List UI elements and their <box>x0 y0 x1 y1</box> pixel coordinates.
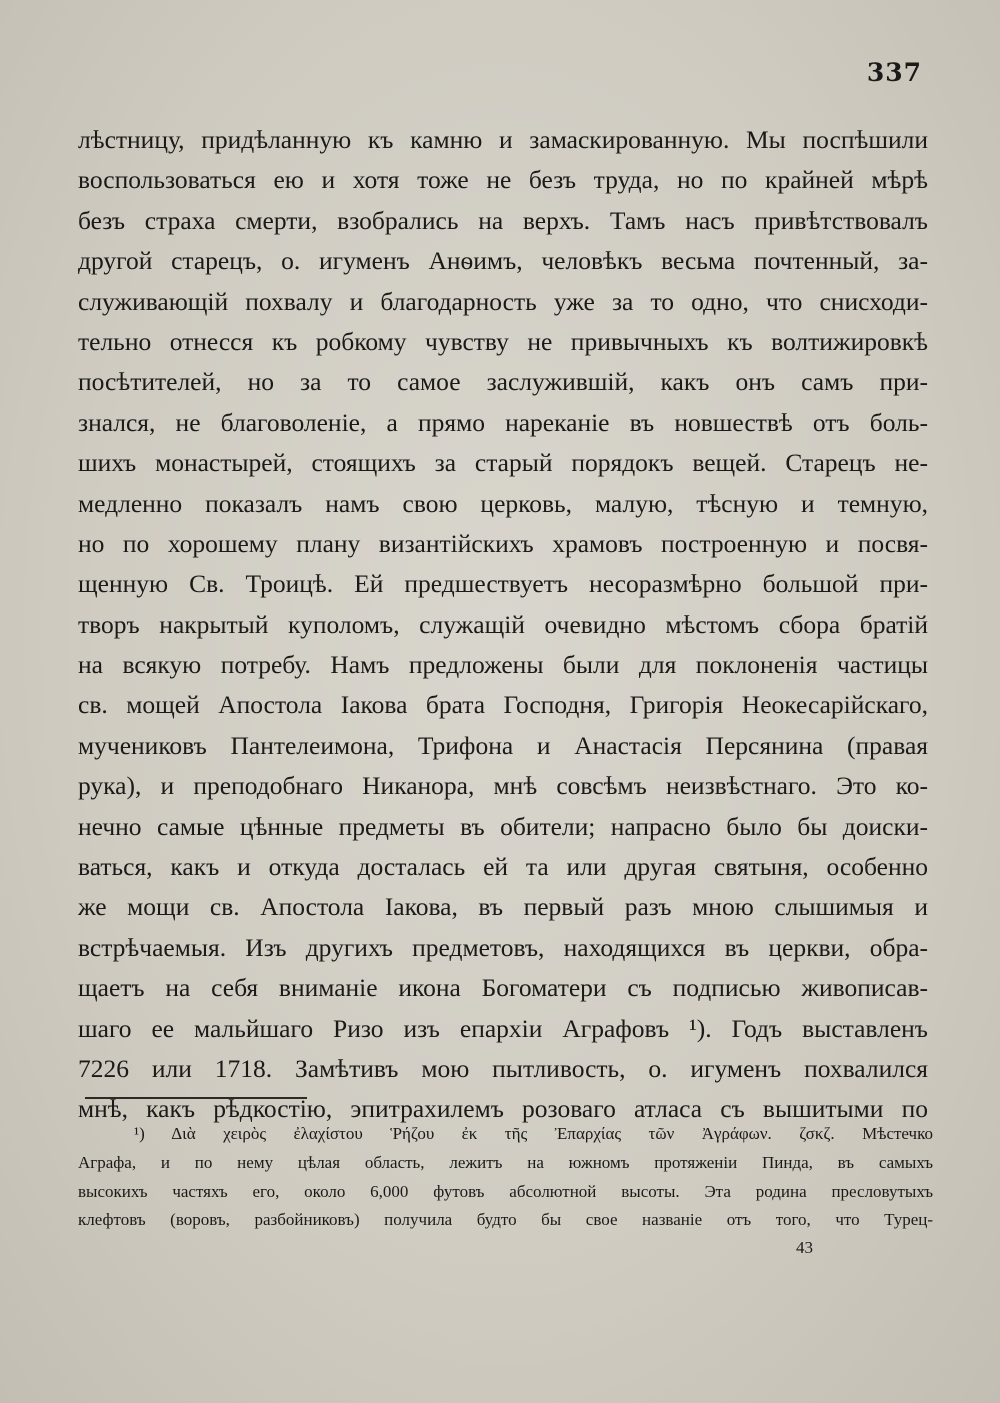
signature-mark: 43 <box>796 1238 813 1257</box>
body-line: лѣстницу, придѣланную къ камню и замаскированную. Мы поспѣшили <box>78 125 928 154</box>
footnote-line: высокихъ частяхъ его, около 6,000 футовъ абсолютной высоты. Эта родина пресловутыхъ <box>78 1181 933 1201</box>
body-line: медленно показалъ намъ свою церковь, малую, тѣсную и темную, <box>78 488 928 518</box>
page-number: 337 <box>866 58 922 87</box>
body-text <box>78 120 928 1130</box>
body-line: мучениковъ Пантелеимона, Трифона и Анастасія Персянина (правая <box>78 730 928 760</box>
body-line: 7226 или 1718. Замѣтивъ мою пытливость, о. игуменъ похвалился <box>78 1053 928 1083</box>
body-line: ваться, какъ и откуда досталась ей та или другая святыня, особенно <box>78 852 928 882</box>
footnote-line: ¹) Διὰ χειρὸς ἐλαχίστου Ῥήζου ἐκ τῆς Ἐπαρχίας τῶν Ἀγράφων. ζσκζ. Мѣстечко <box>134 1124 933 1143</box>
footnote-line: клефтовъ (воровъ, разбойниковъ) получила будто бы свое названіе отъ того, что Турец- <box>78 1210 933 1230</box>
body-line: воспользоваться ею и хотя тоже не безъ труда, но по крайней мѣрѣ <box>78 165 928 195</box>
body-line: мнѣ, какъ рѣдкостію, эпитрахилемъ розоваго атласа съ вышитыми по <box>78 1094 928 1124</box>
body-line: щаетъ на себя вниманіе икона Богоматери съ подписью живописав- <box>78 973 928 1003</box>
body-line: знался, не благоволеніе, а прямо нареканіе въ новшествѣ отъ боль- <box>78 407 928 437</box>
body-line: шаго ее мальйшаго Ризо изъ епархіи Аграфовъ ¹). Годъ выставленъ <box>78 1013 928 1043</box>
body-line: служивающій похвалу и благодарность уже за то одно, что снисходи- <box>78 286 928 316</box>
body-line: шихъ монастырей, стоящихъ за старый порядокъ вещей. Старецъ не- <box>78 448 928 478</box>
body-line: же мощи св. Апостола Іакова, въ первый разъ мною слышимыя и <box>78 892 928 922</box>
footnote-separator <box>85 1097 307 1099</box>
body-line: творъ накрытый куполомъ, служащій очевидно мѣстомъ сбора братій <box>78 609 928 639</box>
body-line: св. мощей Апостола Іакова брата Господня, Григорія Неокесарійскаго, <box>78 690 928 720</box>
footnotes <box>78 1120 933 1235</box>
footnote-line: Аграфа, и по нему цѣлая область, лежитъ на южномъ протяженіи Пинда, въ самыхъ <box>78 1152 933 1172</box>
body-line: другой старецъ, о. игуменъ Анѳимъ, человѣкъ весьма почтенный, за- <box>78 246 928 276</box>
body-line: щенную Св. Троицѣ. Ей предшествуетъ несоразмѣрно большой при- <box>78 569 928 599</box>
body-line: тельно отнесся къ робкому чувству не привычныхъ къ волтижировкѣ <box>78 326 928 356</box>
body-line: встрѣчаемыя. Изъ другихъ предметовъ, находящихся въ церкви, обра- <box>78 932 928 962</box>
body-line: рука), и преподобнаго Никанора, мнѣ совсѣмъ неизвѣстнаго. Это ко- <box>78 771 928 801</box>
body-line: нечно самые цѣнные предметы въ обители; напрасно было бы доиски- <box>78 811 928 841</box>
body-line: безъ страха смерти, взобрались на верхъ. Тамъ насъ привѣтствовалъ <box>78 205 928 235</box>
body-line: посѣтителей, но за то самое заслужившій, какъ онъ самъ при- <box>78 367 928 397</box>
body-line: на всякую потребу. Намъ предложены были для поклоненія частицы <box>78 650 928 680</box>
body-line: но по хорошему плану византійскихъ храмовъ построенную и посвя- <box>78 528 928 558</box>
